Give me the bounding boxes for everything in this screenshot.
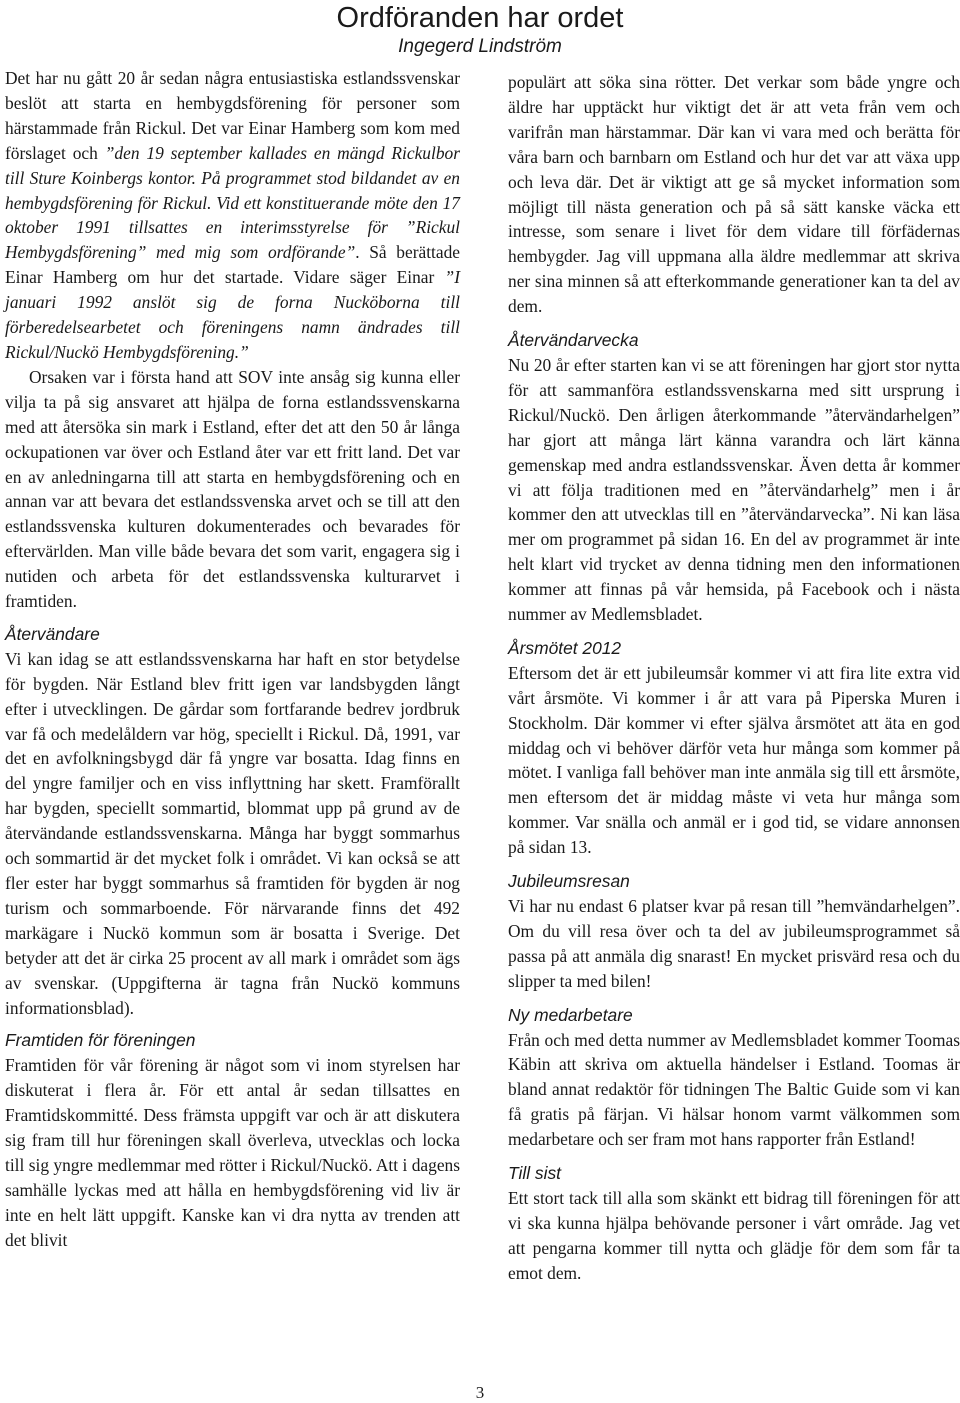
intro-paragraph [5, 66, 460, 365]
section-heading-jubileumsresan: Jubileumsresan [508, 871, 630, 892]
left-column [5, 66, 460, 1253]
page-header [0, 0, 960, 64]
section-heading-atervandarvecka: Återvändarvecka [508, 330, 639, 351]
section-body-till-sist: Ett stort tack till alla som skänkt ett bidrag till föreningen för att vi ska kunna hjälpa behövande personer i vårt område. Jag vet att pengarna kommer till nytta och glädje för dem som får ta emot dem. [508, 1187, 960, 1283]
section-body-jubileumsresan: Vi har nu endast 6 platser kvar på resan till ”hemvändarhelgen”. Om du vill resa över och ta del av jubileumsprogrammet så passa på att anmäla dig snarast! En mycket prisvärd resa och du slipper ta med bilen! [508, 896, 960, 991]
section-heading-arsmotet: Årsmötet 2012 [508, 637, 622, 658]
intro-quote-1: ”den 19 september kallades en mängd Rickulbor till Sture Koinbergs kontor. På programmet stod bildandet av en hembygdsförening för Rickul. Vid ett konstituerande möte den 17 oktober 1991 tillsattes en interimsstyrelse för ”Rickul Hembygdsförening” med mig som ordförande” [5, 142, 460, 263]
section-body-ny-medarbetare: Från och med detta nummer av Medlemsbladet kommer Toomas Käbin att skriva om aktuella händelser i Estland. Toomas är bland annat redaktör för tidningen The Baltic Guide som vi kan få gratis på färjan. Vi hälsar honom varmt välkommen som medarbetare och ser fram mot hans rapporter från Estland! [508, 1029, 960, 1150]
author-byline: Ingegerd Lindström [398, 36, 562, 57]
right-column [508, 70, 960, 1286]
section-heading-framtiden: Framtiden för föreningen [5, 1030, 196, 1051]
section-heading-till-sist: Till sist [508, 1163, 561, 1184]
section-heading-atervandare: Återvändare [5, 623, 100, 644]
intro-text-1: Det har nu gått 20 år sedan några entusiastiska estlandssvenskar beslöt att starta en hembygdsförening för personer som härstammade från Rickul. Det var Einar Hamberg som kom med förslaget och [5, 68, 460, 163]
section-body-atervandare: Vi kan idag se att estlandssvenskarna har haft en stor betydelse för bygden. När Estland blev fritt igen var landsbygden långt efter i utvecklingen. De gårdar som fortfarande bedrev jordbruk var få och medelåldern var hög, speciellt i Rickul. Då, 1991, var det en avfolkningsbygd där få yngre var bosatta. Idag finns en del yngre familjer och en viss inflyttning har skett. Framförallt har bygden, speciellt sommartid, blommat upp på grund av de återvändande estlandssvenskarna. Många har byggt sommarhus och sommartid är det mycket folk i området. Vi kan också se att fler ester har byggt sommarhus så framtiden för bygden är nog turism och sommarboende. För närvarande finns det 492 markägare i Nuckö kommun som är bosatta i Sverige. Det betyder att det är cirka 25 procent av all mark i området som ägs av svenskar. (Uppgifterna är tagna från Nuckö kommuns informationsblad). [5, 648, 460, 1018]
continuation-paragraph: populärt att söka sina rötter. Det verkar som både yngre och äldre har upptäckt hur viktigt det är att veta från vem och varifrån man härstammar. Där kan vi vara med och berätta för våra barn och barnbarn om Estland och hur det var att växa upp och leva där. Det är viktigt att ge så mycket information som möjligt till nästa generation och på så sätt kanske väcka ett intresse, som senare i livet för dem vidare till förfädernas hembygder. Jag vill uppmana alla äldre medlemmar att skriva ner sina minnen så att efterkommande generationer kan ta del av dem. [508, 72, 960, 317]
section-body-framtiden: Framtiden för vår förening är något som vi inom styrelsen har diskuterat i flera år. För ett antal år sedan tillsattes en Framtidskommitté. Dess främsta uppgift var och är att diskutera sig fram till hur föreningen skall överleva, utvecklas och locka till sig yngre medlemmar med rötter i Rickul/Nuckö. Att i dagens samhälle lyckas med att hålla en hembygdsförening vid liv är inte en helt lätt uppgift. Kanske kan vi dra nytta av trenden att det blivit [5, 1055, 460, 1250]
page-number: 3 [475, 1383, 485, 1402]
page-title: Ordföranden har ordet [336, 2, 624, 34]
reason-paragraph: Orsaken var i första hand att SOV inte ansåg sig kunna eller vilja ta på sig ansvaret att hjälpa de forna estlandssvenskarna med att återsöka sin mark i Estland, efter det att den 50 år långa ockupationen var över och Estland åter var ett fritt land. Det var en av anledningarna till att starta en hembygdsförening och en annan var att bevara det estlandssvenska arvet och se till att den estlandssvenska kulturen dokumenterades och bevarades för eftervärlden. Man ville både bevara det som varit, engagera sig i nutiden och arbeta för det estlandssvenska kulturarvet i framtiden. [5, 366, 460, 612]
section-body-arsmotet: Eftersom det är ett jubileumsår kommer vi att fira lite extra vid vårt årsmöte. Vi kommer i år att vara på Piperska Muren i Stockholm. Där kommer vi efter själva årsmötet att äta en god middag och vi behöver därför veta hur många som kommer på mötet. I vanliga fall behöver man inte anmäla sig till ett årsmöte, men eftersom det är middag måste vi veta hur många som kommer. Var snälla och anmäl er i god tid, se vidare annonsen på sidan 13. [508, 662, 960, 858]
section-heading-ny-medarbetare: Ny medarbetare [508, 1004, 633, 1025]
intro-quote-2: ”I januari 1992 anslöt sig de forna Nucköborna till förberedelsearbetet och föreningens namn ändrades till Rickul/Nuckö Hembygdsförening.” [5, 267, 460, 362]
section-body-atervandarvecka: Nu 20 år efter starten kan vi se att föreningen har gjort stor nytta för att sammanföra estlandssvenskarna med sitt ursprung i Rickul/Nuckö. Den årligen återkommande ”återvändarhelgen” har gjort att många lärt känna varandra och lärt känna gemenskap med andra estlandssvenskar. Även detta år kommer vi att följa traditionen med en ”återvändarhelg” men i år kommer den att utvecklas till en ”återvändarvecka”. Ni kan läsa mer om programmet på sidan 16. En del av programmet är inte helt klart vid trycket av denna tidning men den informationen kommer att finnas på vår hemsida, på Facebook och i nästa nummer av Medlemsbladet. [508, 354, 960, 625]
intro-text-2: . Så berättade Einar Hamberg om hur det startade. Vidare säger Einar [5, 242, 461, 288]
